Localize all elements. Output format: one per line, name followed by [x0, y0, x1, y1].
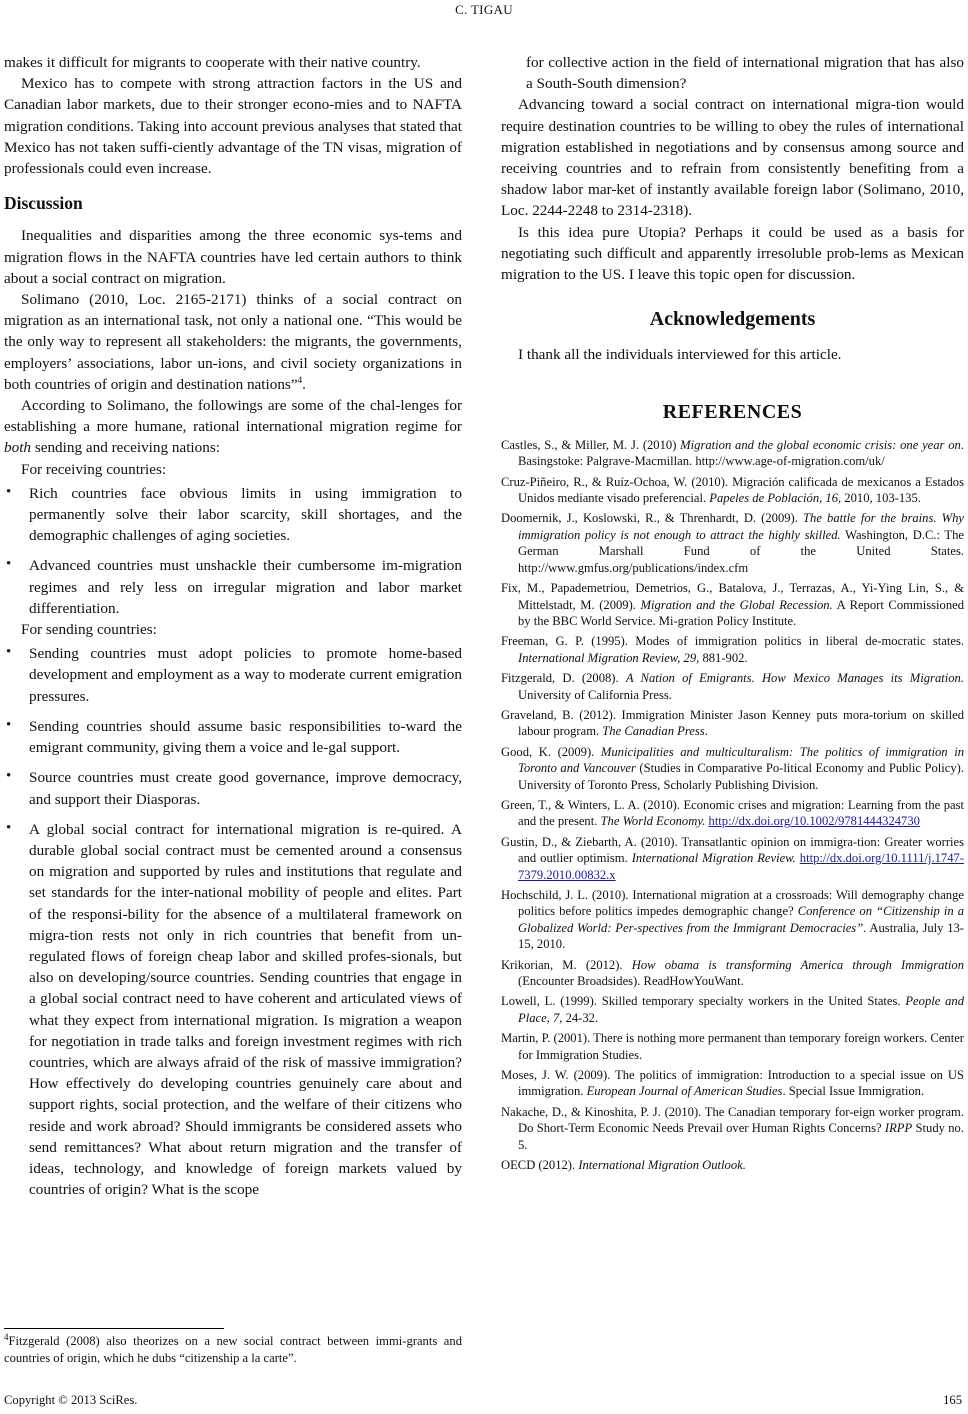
paragraph: Is this idea pure Utopia? Perhaps it could be used as a basis for negotiating such difficult and apparently irresoluble prob-lems as Mexican migration to the US. I leave this topic open for discussion. [501, 223, 964, 284]
reference-item [501, 797, 964, 830]
reference-title: Municipalities and multiculturalism: The politics of immigration in Toronto and Vancouver [518, 744, 964, 776]
reference-title: International Migration Review. [631, 851, 796, 866]
reference-item [501, 834, 964, 883]
reference-title: Migration and the Global Recession. [640, 597, 833, 612]
section-heading-discussion: Discussion [4, 193, 83, 214]
reference-item [501, 580, 964, 629]
paragraph: Advancing toward a social contract on international migra-tion would require destination countries to be willing to obey the rules of international migration established in negotiations and by consensus among source and receiving countries and to refrain from consistently benefiting from a shadow labor mar-ket of instantly available foreign labor (Solimano, 2010, Loc. 2244-2248 to 2314-2318). [501, 96, 964, 220]
list-item [4, 483, 462, 547]
reference-title: International Migration Review, 29, [518, 650, 700, 665]
reference-text: Gustin, D., & Ziebarth, A. (2010). Transatlantic opinion on immigra-tion: Greater worries and outlier optimism. [501, 834, 964, 866]
footnote-number: 4 [4, 1331, 9, 1342]
bullet-icon: • [6, 768, 12, 785]
reference-text: Moses, J. W. (2009). The politics of immigration: Introduction to a special issue on US immigration. [501, 1068, 964, 1099]
section-heading-references: REFERENCES [662, 400, 803, 423]
acknowledgement-text: I thank all the individuals interviewed for this article. [518, 346, 842, 364]
reference-text: 2010, 103-135. [841, 491, 921, 506]
reference-text: Study no. 5. [518, 1121, 964, 1152]
reference-text: Martin, P. (2001). There is nothing more permanent than temporary foreign workers. Center for Immigration Studies. [501, 1031, 964, 1062]
footnote-ref[interactable]: 4 [297, 374, 303, 385]
reference-text: . Special Issue Immigration. [782, 1084, 925, 1099]
reference-title: International Migration Outlook. [578, 1158, 746, 1173]
reference-item [501, 1157, 964, 1173]
reference-text: . [704, 724, 708, 739]
list-item-text: Advanced countries must unshackle their cumbersome im-migration regimes and rely less on irregular migration and labor market differentiation. [29, 557, 462, 617]
list-item-continuation: for collective action in the field of international migration that has also a South-South dimension? [526, 54, 964, 93]
reference-text: Good, K. (2009). [501, 744, 601, 759]
reference-text: Lowell, L. (1999). Skilled temporary specialty workers in the United States. [501, 994, 906, 1009]
reference-text: Fix, M., Papademetriou, Demetrios, G., Batalova, J., Terrazas, A., Yi-Ying Lin, S., & Mittelstadt, M. (2009). [501, 581, 964, 612]
section-heading-acknowledgements: Acknowledgements [649, 308, 816, 331]
reference-text: Fitzgerald, D. (2008). [501, 671, 626, 686]
reference-title: The battle for the brains. Why immigration policy is not enough to attract the highly skilled. [518, 511, 964, 542]
list-item-text: Source countries must create good governance, improve democracy, and support their Diasporas. [29, 769, 462, 808]
bullet-icon: • [6, 483, 12, 500]
reference-text: Castles, S., & Miller, M. J. (2010) [501, 437, 681, 452]
list-item [4, 767, 462, 809]
footnote-text: Fitzgerald (2008) also theorizes on a new social contract between immi-grants and countries of origin, which he dubs “citizenship a la carte”. [4, 1334, 462, 1365]
list-item-text: Rich countries face obvious limits in using immigration to permanently solve their labor scarcity, skill shortages, and the demographic challenges of aging societies. [29, 484, 462, 545]
footnote-divider [4, 1328, 224, 1329]
reference-text: Green, T., & Winters, L. A. (2010). Economic crises and migration: Learning from the past and the present. [501, 797, 964, 829]
list-item-text: Sending countries must adopt policies to promote home-based development and employment as a way to moderate current emigration pressures. [29, 645, 462, 705]
reference-text: (Studies in Comparative Po-litical Economy and Public Policy). University of Toronto Press, Scholarly Publishing Division. [518, 761, 964, 792]
reference-title: The World Economy. [600, 814, 706, 829]
reference-link[interactable]: http://dx.doi.org/10.1111/j.1747-7379.2010.00832.x [518, 851, 964, 882]
sending-list [4, 643, 462, 1200]
reference-text: Australia, July 13-15, 2010. [518, 920, 965, 952]
reference-title: European Journal of American Studies [586, 1084, 783, 1099]
reference-text: OECD (2012). [501, 1158, 579, 1173]
bullet-icon: • [6, 819, 12, 836]
reference-text: Nakache, D., & Kinoshita, P. J. (2010). The Canadian temporary for-eign worker program. Do Short-Term Economic Needs Prevail over Human Rights Concerns? [501, 1104, 964, 1136]
reference-text: Krikorian, M. (2012). [501, 957, 632, 972]
footnote [4, 1333, 462, 1367]
reference-item [501, 633, 964, 666]
reference-title: The Canadian Press [602, 724, 705, 739]
reference-title: IRPP [884, 1121, 913, 1136]
reference-item [501, 1104, 964, 1153]
bullet-icon: • [6, 644, 12, 661]
reference-list [501, 437, 964, 1174]
list-label-sending: For sending countries: [21, 621, 157, 639]
list-item [4, 819, 462, 1201]
reference-item [501, 1030, 964, 1063]
reference-text: (Encounter Broadsides). ReadHowYouWant. [518, 974, 744, 989]
list-item [4, 716, 462, 758]
reference-text: Hochschild, J. L. (2010). International migration at a crossroads: Will demography change politics before politics impedes demographic change? [501, 888, 964, 919]
left-column [4, 52, 462, 1200]
list-item [4, 555, 462, 619]
emphasis: both [4, 439, 32, 457]
bullet-icon: • [6, 716, 12, 733]
paragraph-text: According to Solimano, the followings are some of the chal-lenges for establishing a more humane, rational international migration regime for [4, 397, 462, 436]
paragraph: makes it difficult for migrants to cooperate with their native country. [4, 54, 421, 71]
reference-text: University of California Press. [518, 687, 672, 702]
reference-title: Conference on “Citizenship in a Globalized World: Per-spectives from the Immigrant Democracies”. [518, 904, 964, 935]
list-item [4, 643, 462, 707]
reference-item [501, 1067, 964, 1100]
reference-text: Washington, D.C.: The German Marshall Fund of the United States. http://www.gmfus.org/publications/index.cfm [518, 527, 964, 575]
reference-item [501, 510, 964, 576]
reference-title: How obama is transforming America through Immigration [631, 957, 965, 972]
reference-text: 881-902. [699, 650, 748, 665]
paragraph: Mexico has to compete with strong attraction factors in the US and Canadian labor markets, due to their stronger econo-mies and to NAFTA migration conditions. Taking into account previous analyses that stated that Mexico has not taken suffi-ciently advantage of the TN visas, migration of professionals could even increase. [4, 75, 462, 178]
reference-link[interactable]: http://dx.doi.org/10.1002/9781444324730 [708, 814, 920, 829]
reference-item [501, 437, 964, 470]
reference-title: Migration and the global economic crisis: one year on [680, 437, 961, 452]
paragraph-text: . [302, 375, 306, 393]
paragraph-text: Solimano (2010, Loc. 2165-2171) thinks of a social contract on migration as an international task, not only a national one. “This would be the only way to represent all stakeholders: the migrants, the governments, employers’ associations, labor un-ions, and civil society organizations in both countries of origin and destination nations” [4, 291, 462, 393]
reference-text: Cruz-Piñeiro, R., & Ruíz-Ochoa, W. (2010). Migración calificada de mexicanos a Estados Unidos mediante visado preferencial. [501, 474, 964, 506]
right-column [501, 52, 964, 1178]
reference-text: Freeman, G. P. (1995). Modes of immigration politics in liberal de-mocratic states. [501, 634, 964, 649]
reference-text: 24-32. [562, 1010, 599, 1025]
bullet-icon: • [6, 556, 12, 573]
list-item-text: Sending countries should assume basic responsibilities to-ward the emigrant community, giving them a voice and le-gal support. [29, 717, 462, 757]
reference-item [501, 957, 964, 990]
list-item-text: A global social contract for international migration is re-quired. A durable global social contract must be cemented around a consensus on migration and supported by rules and institutions that regulate and set standards for the inter-national mobility of people and elites. Part of the responsi-bility for the absence of a multilateral framework on migra-tion rests not only in rich countries that benefit from un-regulated flows of foreign cheap labor and skilled profes-sionals, but also on developing/source countries. Sending countries that engage in a global social contract need to have coherent and articulated views of what they expect from international migration. Is migration a weapon for negotiation in trade talks and foreign investment regimes with rich countries, which are always afraid of the risk of massive immigration? How effectively do developing countries genuinely care about and support rights, social protection, and the welfare of their citizens who reside and work abroad? Should immigrants be considered assets who send remittances? What about return migration and the transfer of ideas, technology, and knowledge of foreign markets valued by countries of origin? What is the scope [29, 820, 462, 1199]
running-header: C. TIGAU [455, 2, 513, 17]
reference-text: . Basingstoke: Palgrave-Macmillan. http://www.age-of-migration.com/uk/ [518, 437, 964, 469]
paragraph-text: sending and receiving nations: [31, 439, 220, 457]
reference-item [501, 993, 964, 1026]
reference-text: A Report Commissioned by the BBC World Service. Mi-gration Policy Institute. [518, 597, 964, 628]
paragraph [4, 395, 462, 459]
paragraph [4, 289, 462, 395]
reference-text: Doomernik, J., Koslowski, R., & Threnhardt, D. (2009). [501, 511, 804, 526]
page-number: 165 [943, 1393, 962, 1407]
reference-item [501, 670, 964, 703]
reference-title: A Nation of Emigrants. How Mexico Manages its Migration. [625, 671, 964, 686]
reference-item [501, 887, 964, 953]
copyright-notice: Copyright © 2013 SciRes. [4, 1393, 138, 1407]
reference-title: People and Place, 7, [518, 994, 964, 1025]
reference-item [501, 474, 964, 507]
receiving-list [4, 483, 462, 619]
list-label-receiving: For receiving countries: [21, 460, 167, 478]
reference-item [501, 707, 964, 740]
reference-item [501, 744, 964, 793]
paragraph: Inequalities and disparities among the three economic sys-tems and migration flows in the NAFTA countries have led certain authors to think about a social contract on migration. [4, 227, 462, 287]
reference-title: Papeles de Población, 16, [709, 491, 842, 506]
reference-text: Graveland, B. (2012). Immigration Minister Jason Kenney puts mora-torium on skilled labour program. [501, 707, 964, 739]
